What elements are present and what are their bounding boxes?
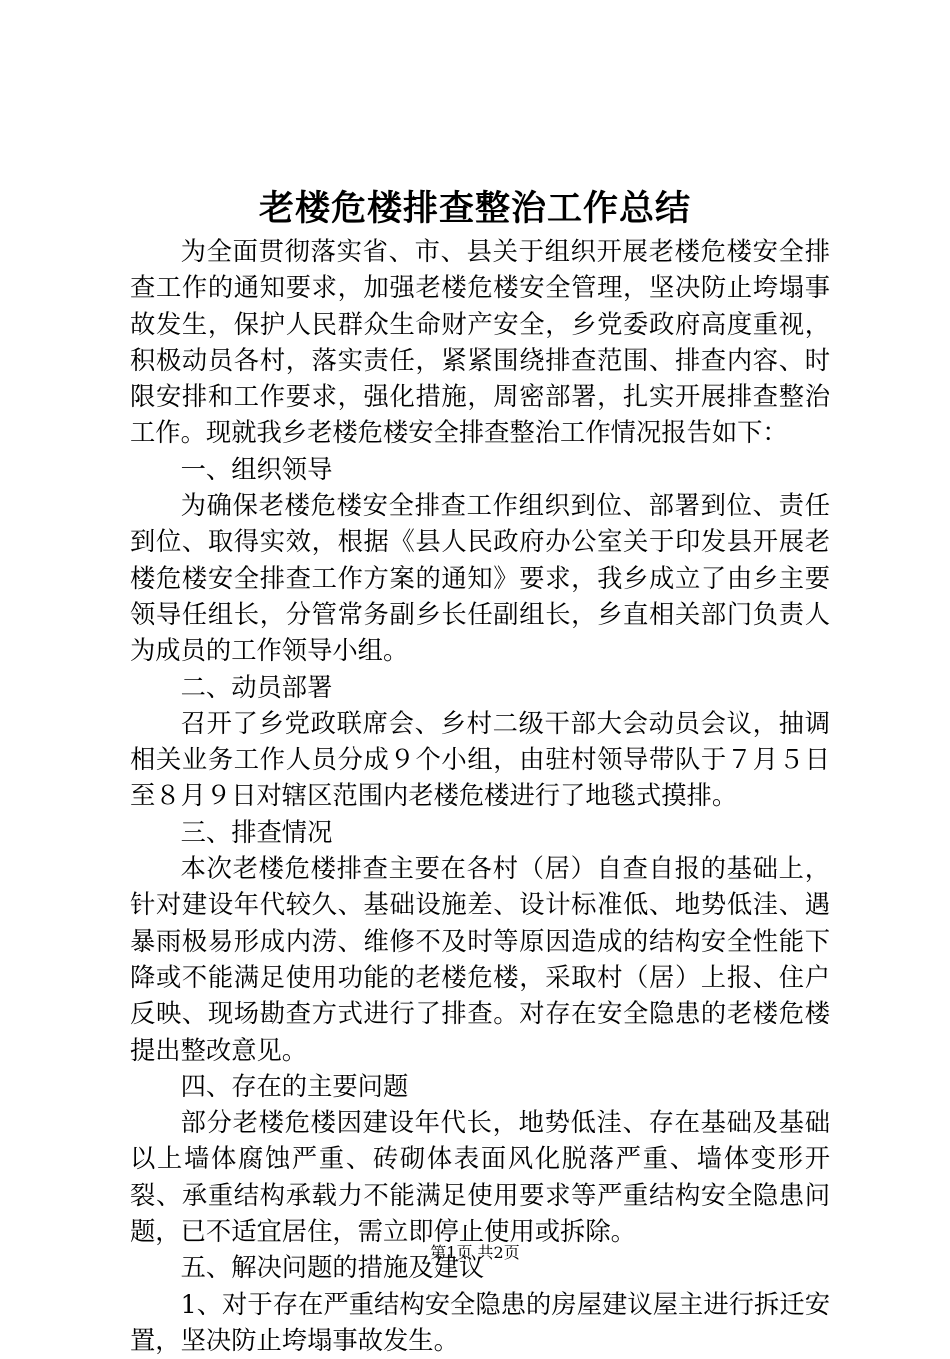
document-body: [130, 234, 830, 1359]
section-heading: 五、解决问题的措施及建议: [180, 1253, 485, 1283]
section-heading: 四、存在的主要问题: [180, 1071, 409, 1101]
body-paragraph: 召开了乡党政联席会、乡村二级干部大会动员会议，抽调相关业务工作人员分成９个小组，由驻村领导带队于７月５日至８月９日对辖区范围内老楼危楼进行了地毯式摸排。: [130, 708, 830, 811]
body-paragraph: 1、对于存在严重结构安全隐患的房屋建议屋主进行拆迁安置，坚决防止垮塌事故发生。: [130, 1289, 830, 1355]
section-heading: 一、组织领导: [180, 454, 333, 484]
section-heading: 三、排查情况: [180, 817, 333, 847]
body-paragraph: 为确保老楼危楼安全排查工作组织到位、部署到位、责任到位、取得实效，根据《县人民政府办公室关于印发县开展老楼危楼安全排查工作方案的通知》要求，我乡成立了由乡主要领导任组长，分管常务副乡长任副组长，乡直相关部门负责人为成员的工作领导小组。: [130, 491, 830, 666]
document-title: 老楼危楼排查整治工作总结: [258, 188, 691, 229]
page-footer: 第1页 共2页: [430, 1243, 520, 1262]
intro-paragraph: 为全面贯彻落实省、市、县关于组织开展老楼危楼安全排查工作的通知要求，加强老楼危楼安全管理，坚决防止垮塌事故发生，保护人民群众生命财产安全，乡党委政府高度重视，积极动员各村，落实责任，紧紧围绕排查范围、排查内容、时限安排和工作要求，强化措施，周密部署，扎实开展排查整治工作。现就我乡老楼危楼安全排查整治工作情况报告如下：: [130, 237, 830, 448]
section-heading: 二、动员部署: [180, 672, 333, 702]
body-paragraph: 部分老楼危楼因建设年代长，地势低洼、存在基础及基础以上墙体腐蚀严重、砖砌体表面风化脱落严重、墙体变形开裂、承重结构承载力不能满足使用要求等严重结构安全隐患问题，已不适宜居住，需立即停止使用或拆除。: [130, 1108, 830, 1247]
body-paragraph: 本次老楼危楼排查主要在各村（居）自查自报的基础上，针对建设年代较久、基础设施差、设计标准低、地势低洼、遇暴雨极易形成内涝、维修不及时等原因造成的结构安全性能下降或不能满足使用功能的老楼危楼，采取村（居）上报、住户反映、现场勘查方式进行了排查。对存在安全隐患的老楼危楼提出整改意见。: [130, 854, 830, 1065]
